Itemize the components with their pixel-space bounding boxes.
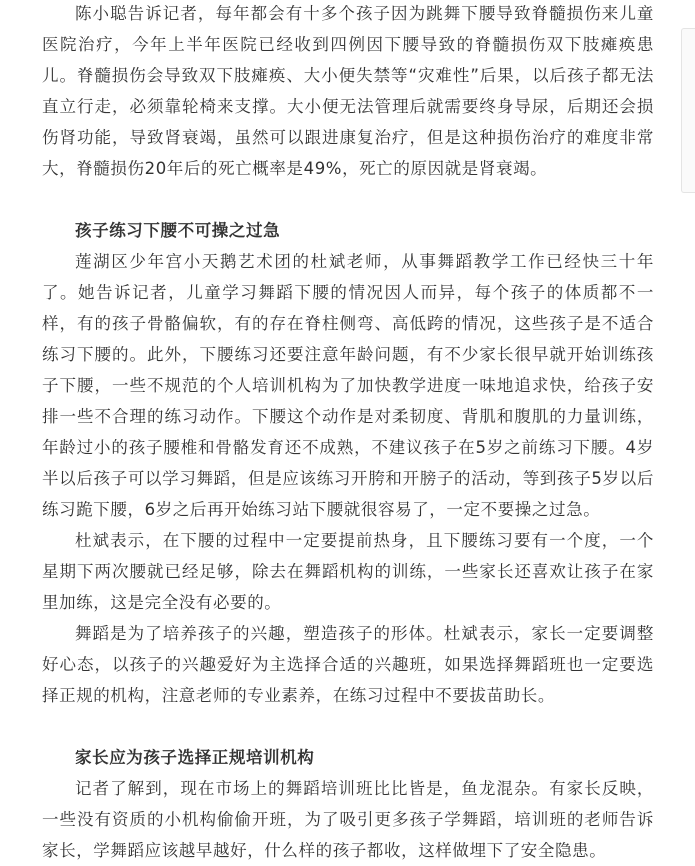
paragraph-interest: 舞蹈是为了培养孩子的兴趣，塑造孩子的形体。杜斌表示，家长一定要调整好心态，以孩子的兴趣爱好为主选择合适的兴趣班，如果选择舞蹈班也一定要选择正规的机构，注意老师的专业素养，在练习过程中不要拔苗助长。 (42, 624, 654, 705)
section-heading-backbend: 孩子练习下腰不可操之过急 (75, 221, 281, 240)
paragraph-warmup: 杜斌表示，在下腰的过程中一定要提前热身，且下腰练习要有一个度，一个星期下两次腰就已经足够，除去在舞蹈机构的训练，一些家长还喜欢让孩子在家里加练，这是完全没有必要的。 (42, 531, 654, 612)
section-heading-institution: 家长应为孩子选择正规培训机构 (75, 748, 315, 767)
paragraph-spinal-injury: 陈小聪告诉记者，每年都会有十多个孩子因为跳舞下腰导致脊髓损伤来儿童医院治疗，今年上半年医院已经收到四例因下腰导致的脊髓损伤双下肢瘫痪患儿。脊髓损伤会导致双下肢瘫痪、大小便失禁等“灾难性”后果，以后孩子都无法直立行走，必须靠轮椅来支撑。大小便无法管理后就需要终身导尿，后期还会损伤肾功能，导致肾衰竭，虽然可以跟进康复治疗，但是这种损伤治疗的难度非常大，脊髓损伤20年后的死亡概率是49%，死亡的原因就是肾衰竭。 (42, 4, 654, 178)
paragraph-gap (42, 711, 654, 742)
paragraph-market: 记者了解到，现在市场上的舞蹈培训班比比皆是，鱼龙混杂。有家长反映，一些没有资质的小机构偷偷开班，为了吸引更多孩子学舞蹈，培训班的老师告诉家长，学舞蹈应该越早越好，什么样的孩子都收，这样做埋下了安全隐患。 (42, 779, 654, 860)
paragraph-teacher-advice: 莲湖区少年宫小天鹅艺术团的杜斌老师，从事舞蹈教学工作已经快三十年了。她告诉记者，儿童学习舞蹈下腰的情况因人而异，每个孩子的体质都不一样，有的孩子骨骼偏软，有的存在脊柱侧弯、高低跨的情况，这些孩子是不适合练习下腰的。此外，下腰练习还要注意年龄问题，有不少家长很早就开始训练孩子下腰，一些不规范的个人培训机构为了加快教学进度一味地追求快，给孩子安排一些不合理的练习动作。下腰这个动作是对柔韧度、背肌和腹肌的力量训练，年龄过小的孩子腰椎和骨骼发育还不成熟，不建议孩子在5岁之前练习下腰。4岁半以后孩子可以学习舞蹈，但是应该练习开胯和开膀子的活动，等到孩子5岁以后练习跪下腰，6岁之后再开始练习站下腰就很容易了，一定不要操之过急。 (42, 252, 654, 519)
article-body (42, 0, 654, 866)
side-scroll-tab[interactable] (681, 28, 695, 193)
paragraph-gap (42, 184, 654, 215)
